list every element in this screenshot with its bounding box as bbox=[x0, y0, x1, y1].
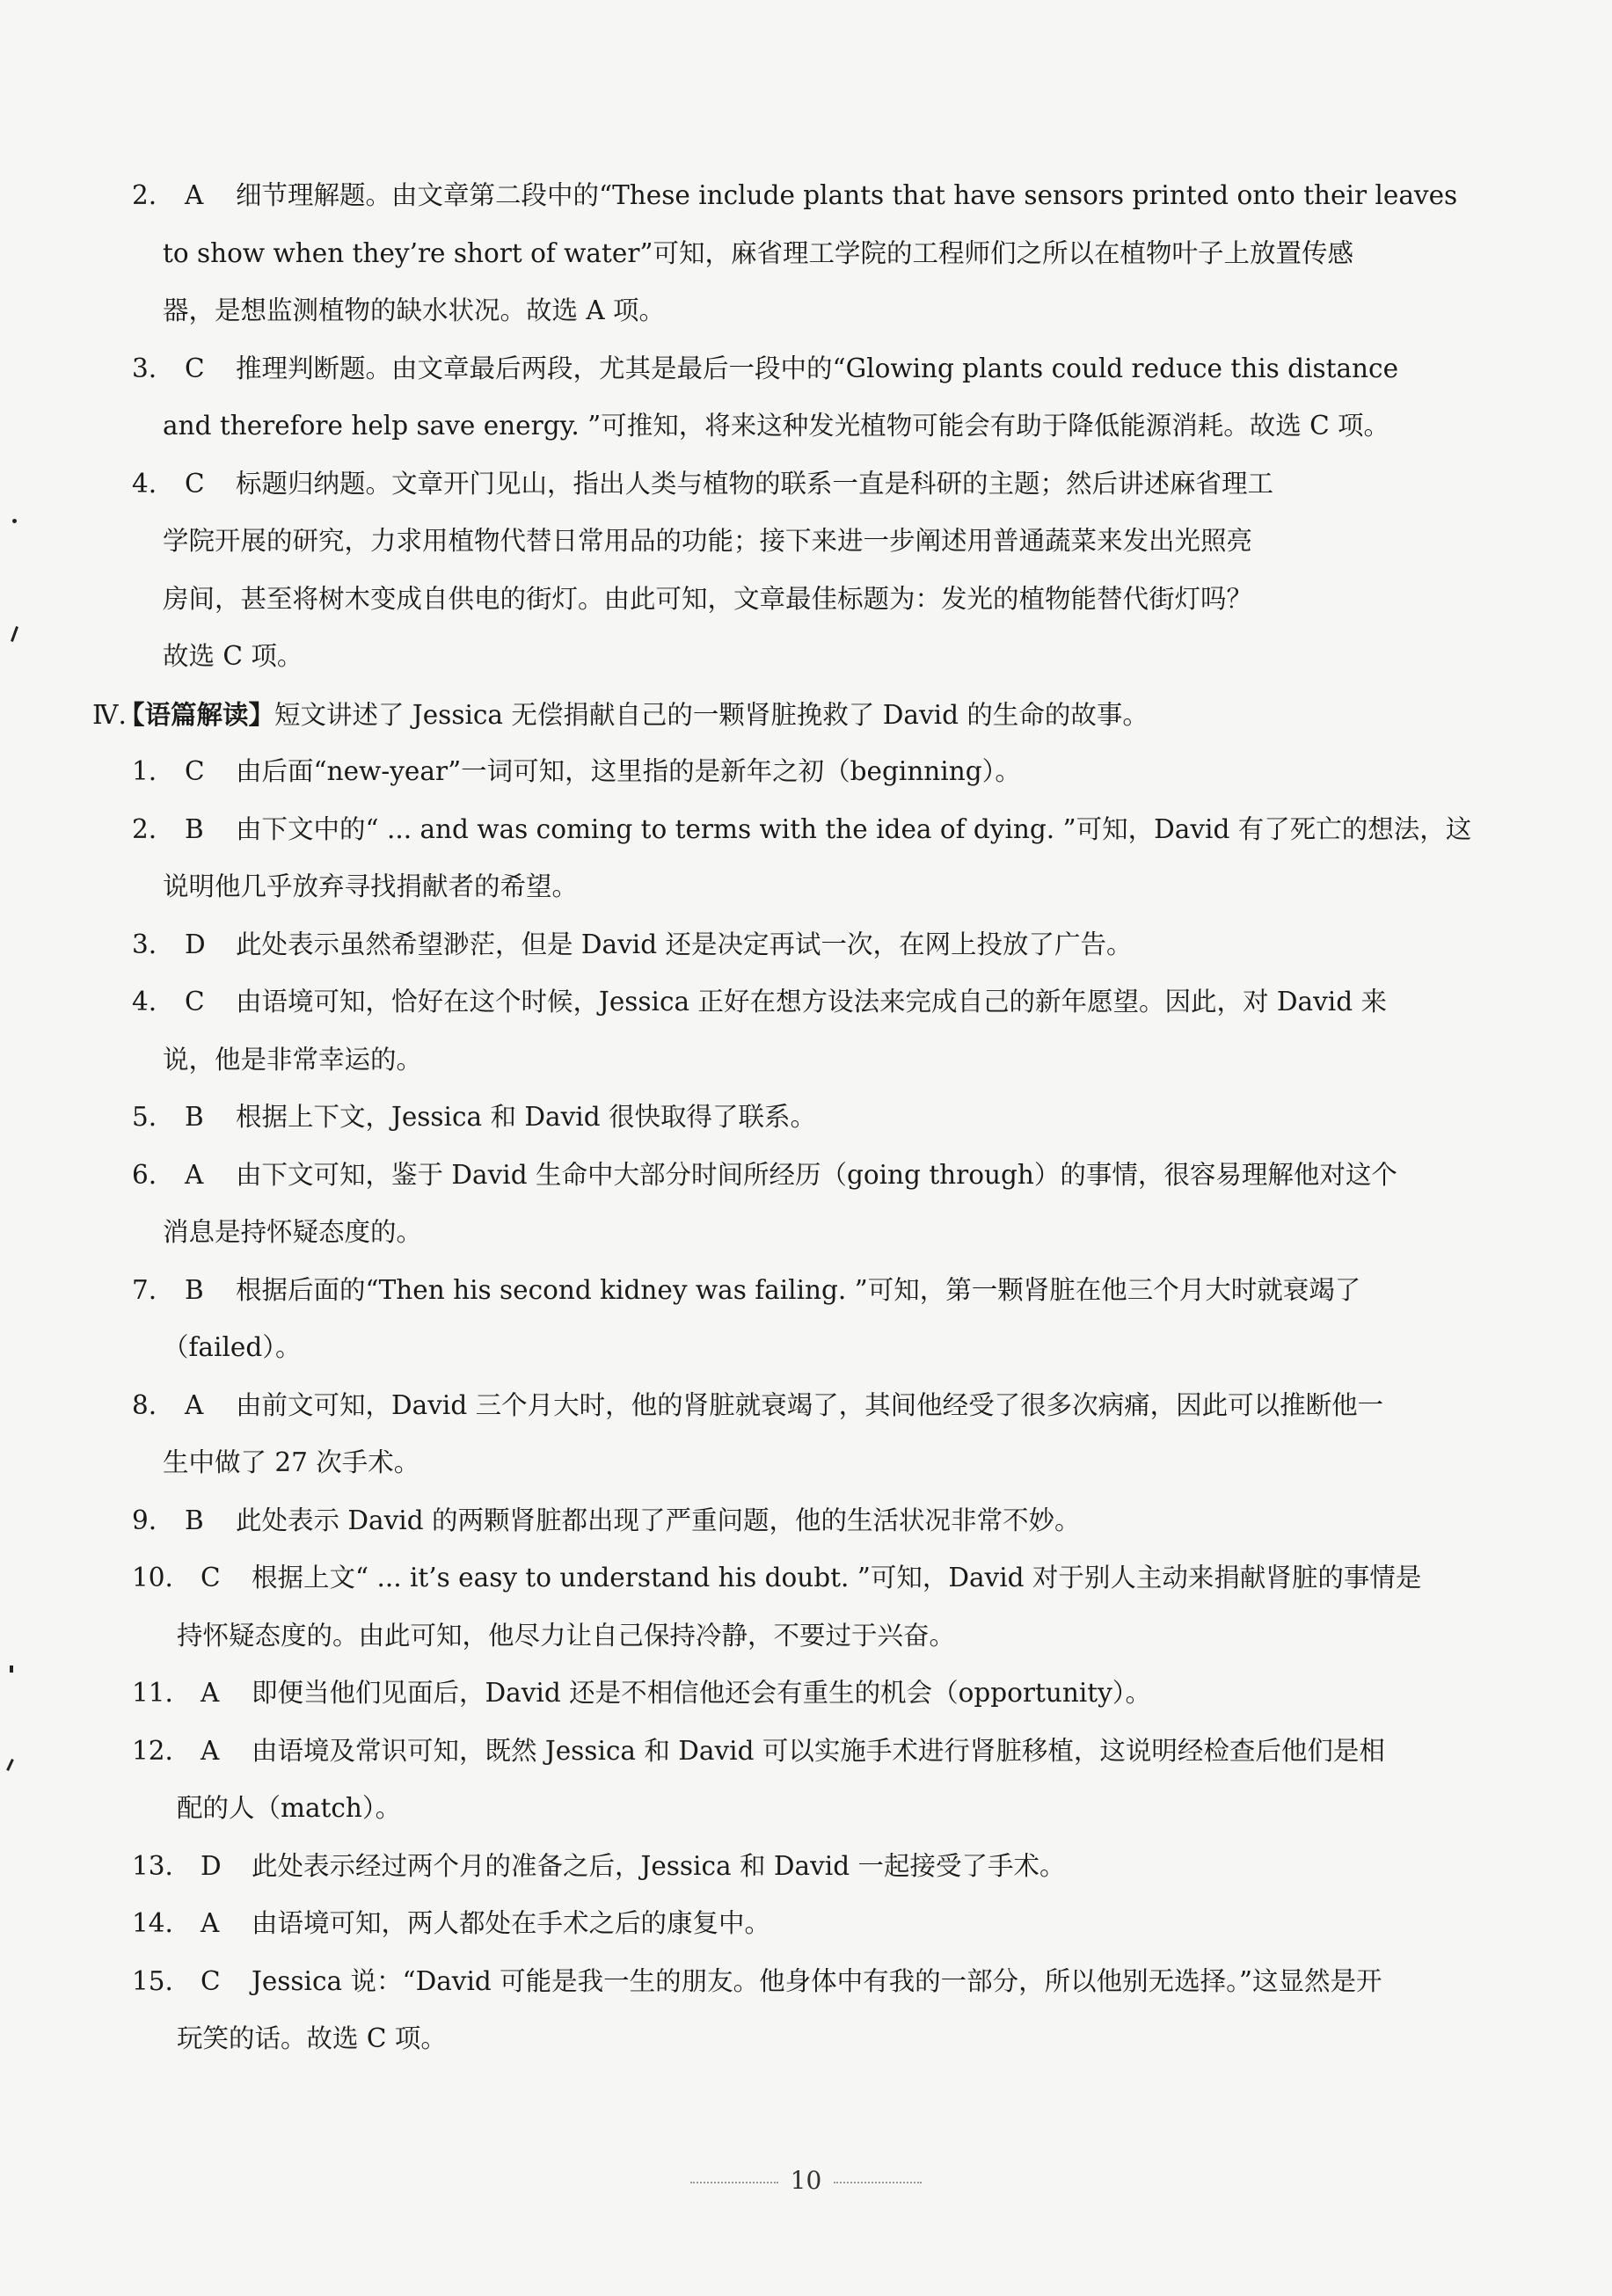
item-answer: D bbox=[185, 929, 206, 959]
item-number: 15. bbox=[132, 1965, 173, 1996]
item-text: 细节理解题。由文章第二段中的“These include plants that have sensors printed onto their leaves bbox=[236, 180, 1458, 210]
item-text: 推理判断题。由文章最后两段，尤其是最后一段中的“Glowing plants could reduce this distance bbox=[236, 353, 1399, 383]
answer-item-line bbox=[92, 1549, 1442, 1607]
continuation-line: and therefore help save energy. ”可推知，将来这种发光植物可能会有助于降低能源消耗。故选 C 项。 bbox=[163, 411, 1390, 441]
answer-item-line bbox=[92, 1895, 1442, 1953]
item-text: 此处表示经过两个月的准备之后，Jessica 和 David 一起接受了手术。 bbox=[252, 1850, 1066, 1881]
item-number: 12. bbox=[132, 1735, 173, 1766]
continuation-line: 持怀疑态度的。由此可知，他尽力让自己保持冷静，不要过于兴奋。 bbox=[177, 1620, 956, 1651]
item-number: 5. bbox=[132, 1102, 157, 1132]
continuation-line: 房间，甚至将树木变成自供电的街灯。由此可知，文章最佳标题为：发光的植物能替代街灯吗？ bbox=[163, 583, 1253, 614]
answer-item-line bbox=[92, 1723, 1442, 1781]
item-number: 4. bbox=[132, 987, 157, 1017]
answer-item-line bbox=[92, 1953, 1442, 2011]
item-number: 2. bbox=[132, 180, 157, 210]
item-answer: C bbox=[201, 1563, 221, 1593]
item-answer: C bbox=[185, 987, 205, 1017]
item-text: 由前文可知，David 三个月大时，他的肾脏就衰竭了，其间他经受了很多次病痛，因此可以推断他一 bbox=[236, 1389, 1384, 1420]
continuation-line: 说，他是非常幸运的。 bbox=[163, 1044, 423, 1075]
item-number: 14. bbox=[132, 1908, 173, 1938]
item-number: 8. bbox=[132, 1389, 157, 1420]
continuation-line: 消息是持怀疑态度的。 bbox=[163, 1217, 423, 1247]
scan-mark bbox=[12, 519, 17, 523]
item-answer: C bbox=[185, 756, 205, 786]
item-answer: B bbox=[185, 1102, 204, 1132]
answer-item-line bbox=[92, 1089, 1442, 1147]
item-text: 由下文中的“ ... and was coming to terms with the idea of dying. ”可知，David 有了死亡的想法，这 bbox=[236, 813, 1472, 844]
page-footer bbox=[0, 2166, 1612, 2195]
item-answer: B bbox=[185, 813, 204, 844]
section-heading bbox=[92, 686, 1442, 744]
section-label: 【语篇解读】 bbox=[119, 698, 275, 730]
answer-item-line bbox=[92, 340, 1442, 398]
item-answer: A bbox=[201, 1908, 220, 1938]
item-text: 由下文可知，鉴于 David 生命中大部分时间所经历（going through）的事情，很容易理解他对这个 bbox=[236, 1159, 1397, 1190]
continuation-line: 玩笑的话。故选 C 项。 bbox=[177, 2023, 447, 2053]
item-text: 此处表示 David 的两颗肾脏都出现了严重问题，他的生活状况非常不妙。 bbox=[236, 1505, 1081, 1535]
answer-explanations bbox=[92, 167, 1472, 2068]
answer-item-line bbox=[92, 916, 1442, 974]
item-text: 即便当他们见面后，David 还是不相信他还会有重生的机会（opportunity）。 bbox=[252, 1678, 1152, 1708]
item-text: 由后面“new-year”一词可知，这里指的是新年之初（beginning）。 bbox=[236, 756, 1021, 786]
item-text: 根据上文“ ... it’s easy to understand his doubt. ”可知，David 对于别人主动来捐献肾脏的事情是 bbox=[252, 1563, 1422, 1593]
item-answer: C bbox=[185, 353, 205, 383]
continuation-line: to show when they’re short of water”可知，麻省理工学院的工程师们之所以在植物叶子上放置传感 bbox=[163, 237, 1354, 268]
item-text: 由语境可知，恰好在这个时候，Jessica 正好在想方设法来完成自己的新年愿望。因此，对 David 来 bbox=[236, 987, 1387, 1017]
section-intro: 短文讲述了 Jessica 无偿捐献自己的一颗肾脏挽救了 David 的生命的故事。 bbox=[274, 699, 1149, 730]
answer-item-line bbox=[92, 801, 1472, 859]
item-number: 1. bbox=[132, 756, 157, 786]
item-text: 根据上下文，Jessica 和 David 很快取得了联系。 bbox=[236, 1102, 816, 1132]
item-number: 10. bbox=[132, 1563, 173, 1593]
item-number: 4. bbox=[132, 468, 157, 499]
continuation-line: 故选 C 项。 bbox=[163, 641, 303, 671]
item-number: 9. bbox=[132, 1505, 157, 1535]
item-number: 2. bbox=[132, 813, 157, 844]
item-number: 13. bbox=[132, 1850, 173, 1881]
item-text: 此处表示虽然希望渺茫，但是 David 还是决定再试一次，在网上投放了广告。 bbox=[236, 929, 1133, 959]
answer-item-line bbox=[92, 167, 1458, 225]
item-answer: C bbox=[185, 468, 205, 499]
item-number: 11. bbox=[132, 1678, 173, 1708]
continuation-line: 配的人（match）。 bbox=[177, 1793, 402, 1823]
item-number: 7. bbox=[132, 1274, 157, 1305]
answer-item-line bbox=[92, 1665, 1442, 1723]
scan-mark bbox=[11, 626, 18, 642]
answer-item-line bbox=[92, 1377, 1442, 1435]
footer-rule-right bbox=[834, 2182, 922, 2183]
item-number: 6. bbox=[132, 1159, 157, 1190]
page-number: 10 bbox=[790, 2166, 822, 2195]
item-answer: C bbox=[201, 1965, 221, 1996]
item-text: 由语境可知，两人都处在手术之后的康复中。 bbox=[252, 1908, 771, 1938]
continuation-line: 说明他几乎放弃寻找捐献者的希望。 bbox=[163, 871, 579, 901]
continuation-line: 学院开展的研究，力求用植物代替日常用品的功能；接下来进一步阐述用普通蔬菜来发出光照亮 bbox=[163, 526, 1253, 556]
footer-rule-left bbox=[690, 2182, 778, 2183]
item-number: 3. bbox=[132, 353, 157, 383]
item-answer: D bbox=[201, 1850, 222, 1881]
item-text: Jessica 说：“David 可能是我一生的朋友。他身体中有我的一部分，所以他别无选择。”这显然是开 bbox=[252, 1965, 1382, 1996]
item-answer: A bbox=[185, 180, 204, 210]
item-text: 由语境及常识可知，既然 Jessica 和 David 可以实施手术进行肾脏移植，这说明经检查后他们是相 bbox=[252, 1735, 1385, 1766]
answer-item-line bbox=[92, 743, 1442, 801]
item-text: 根据后面的“Then his second kidney was failing. ”可知，第一颗肾脏在他三个月大时就衰竭了 bbox=[236, 1274, 1361, 1305]
item-answer: A bbox=[201, 1735, 220, 1766]
item-text: 标题归纳题。文章开门见山，指出人类与植物的联系一直是科研的主题；然后讲述麻省理工 bbox=[236, 468, 1274, 499]
continuation-line: 生中做了 27 次手术。 bbox=[163, 1447, 420, 1477]
answer-item-line bbox=[92, 973, 1442, 1031]
continuation-line: 器，是想监测植物的缺水状况。故选 A 项。 bbox=[163, 295, 666, 325]
continuation-line: （failed）。 bbox=[163, 1332, 302, 1362]
scan-mark bbox=[10, 1666, 13, 1673]
item-answer: A bbox=[185, 1159, 204, 1190]
item-answer: A bbox=[185, 1389, 204, 1420]
item-number: 3. bbox=[132, 929, 157, 959]
answer-item-line bbox=[92, 456, 1442, 514]
answer-item-line bbox=[92, 1262, 1442, 1320]
answer-item-line bbox=[92, 1838, 1442, 1896]
scan-mark bbox=[6, 1759, 14, 1771]
item-answer: A bbox=[201, 1678, 220, 1708]
answer-item-line bbox=[92, 1492, 1442, 1550]
answer-item-line bbox=[92, 1147, 1442, 1205]
item-answer: B bbox=[185, 1274, 204, 1305]
item-answer: B bbox=[185, 1505, 204, 1535]
section-roman-numeral: Ⅳ. bbox=[92, 699, 127, 730]
